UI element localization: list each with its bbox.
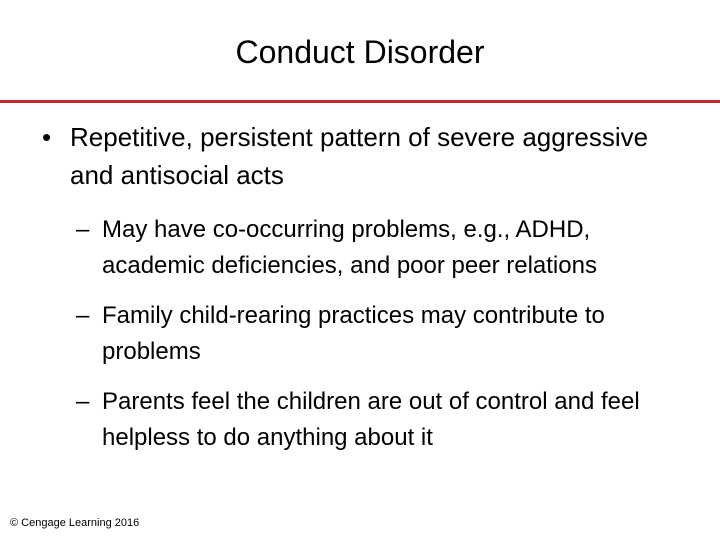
main-bullet: [42, 118, 690, 194]
sub-bullet-comorbidity: [76, 212, 687, 284]
slide-title: Conduct Disorder: [235, 34, 485, 70]
sub-bullet-text: Family child-rearing practices may contribute to problems: [102, 302, 605, 365]
sub-bullet-parents-helpless: [76, 384, 687, 456]
dash-marker: –: [76, 302, 90, 329]
dash-marker: –: [76, 388, 90, 415]
dash-marker: –: [76, 216, 90, 243]
sub-bullet-text: Parents feel the children are out of control and feel helpless to do anything about it: [102, 388, 640, 451]
bullet-marker: •: [42, 122, 52, 152]
copyright-footer: © Cengage Learning 2016: [10, 517, 140, 529]
title-divider-line: [0, 100, 720, 103]
sub-bullet-list: [0, 212, 720, 456]
sub-bullet-text: May have co-occurring problems, e.g., ADHD, academic deficiencies, and poor peer relations: [102, 216, 597, 279]
sub-bullet-family-practices: [76, 298, 687, 370]
slide-content: [0, 118, 720, 470]
main-bullet-text: Repetitive, persistent pattern of severe aggressive and antisocial acts: [70, 122, 649, 190]
